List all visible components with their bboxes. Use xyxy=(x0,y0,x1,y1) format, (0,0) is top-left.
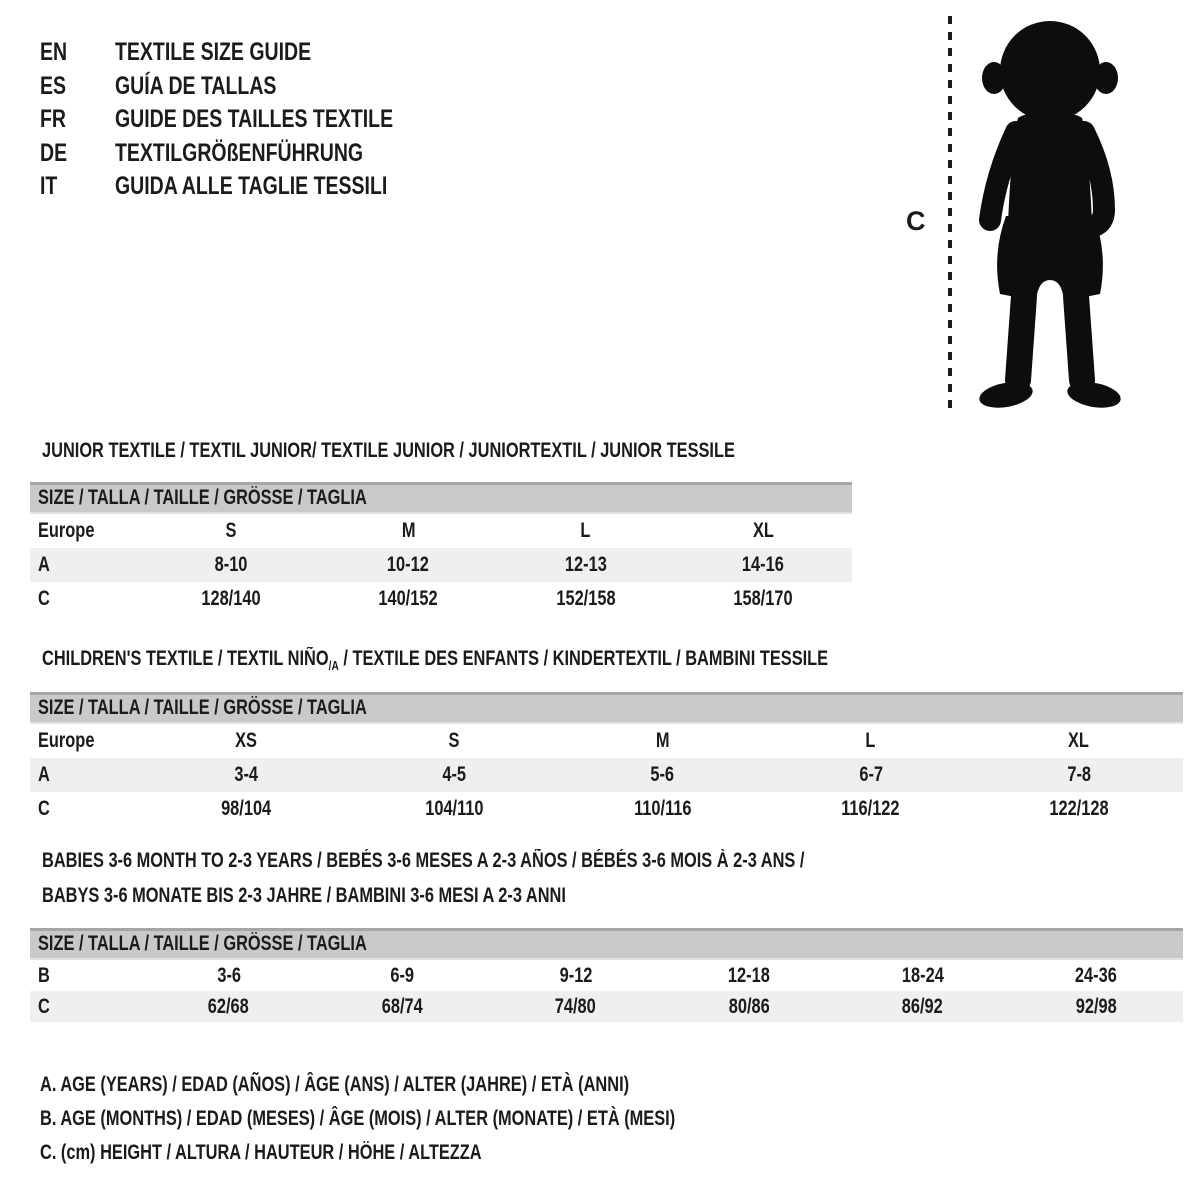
table-cell: XL xyxy=(1068,729,1090,752)
children-section-title xyxy=(42,641,1050,683)
language-code: IT xyxy=(40,172,58,201)
table-row-c xyxy=(30,792,1183,826)
language-code: FR xyxy=(40,105,66,134)
table-row-europe xyxy=(30,724,1183,758)
table-cell: 92/98 xyxy=(1075,995,1117,1018)
table-cell: 24-36 xyxy=(1075,964,1118,987)
babies-title-line2: BABYS 3-6 MONATE BIS 2-3 JAHRE / BAMBINI 3-6 MESI A 2-3 ANNI xyxy=(42,884,566,907)
language-title: GUIDE DES TAILLES TEXTILE xyxy=(115,105,394,134)
babies-title-line1: BABIES 3-6 MONTH TO 2-3 YEARS / BEBÉS 3-6 MESES A 2-3 AÑOS / BÉBÉS 3-6 MOIS À 2-3 ANS / xyxy=(42,849,805,872)
table-cell: 12-18 xyxy=(728,964,771,987)
size-header-bar xyxy=(30,482,852,514)
toddler-silhouette-icon xyxy=(962,14,1138,418)
size-header-text: SIZE / TALLA / TAILLE / GRÖSSE / TAGLIA xyxy=(38,932,367,955)
language-title: GUIDA ALLE TAGLIE TESSILI xyxy=(115,172,388,201)
language-code: DE xyxy=(40,138,68,167)
row-label: C xyxy=(38,797,50,820)
size-header-bar xyxy=(30,928,1183,960)
table-cell: S xyxy=(448,729,460,752)
children-size-table xyxy=(30,692,1183,826)
table-cell: 68/74 xyxy=(381,995,423,1018)
row-label: C xyxy=(38,587,50,610)
table-cell: 152/158 xyxy=(556,587,616,610)
junior-size-table xyxy=(30,482,852,616)
row-label: A xyxy=(38,553,50,576)
junior-section-title xyxy=(42,433,930,468)
table-cell: 9-12 xyxy=(559,964,593,987)
table-cell: 74/80 xyxy=(555,995,597,1018)
legend-line-height xyxy=(40,1136,854,1170)
table-cell: 104/110 xyxy=(425,797,484,820)
language-title: TEXTILGRÖßENFÜHRUNG xyxy=(115,138,364,167)
language-title: GUÍA DE TALLAS xyxy=(115,71,277,100)
table-cell: M xyxy=(655,729,670,752)
table-cell: 7-8 xyxy=(1067,763,1091,786)
table-row-c xyxy=(30,991,1183,1022)
size-header-bar xyxy=(30,692,1183,724)
table-cell: XS xyxy=(235,729,258,752)
table-cell: 116/122 xyxy=(841,797,900,820)
row-label: Europe xyxy=(38,729,95,752)
table-cell: 10-12 xyxy=(387,553,430,576)
table-cell: 62/68 xyxy=(208,995,250,1018)
junior-table-body xyxy=(30,514,852,616)
table-cell: 3-6 xyxy=(216,964,241,987)
table-cell: 8-10 xyxy=(214,553,248,576)
table-cell: 128/140 xyxy=(201,587,261,610)
height-measure-label: C xyxy=(906,206,926,236)
table-cell: 12-13 xyxy=(564,553,607,576)
language-row-de xyxy=(40,137,472,171)
language-row-es xyxy=(40,70,472,104)
language-list xyxy=(40,36,472,204)
height-measure-dashed-line xyxy=(948,16,952,416)
children-title-subscript: /A xyxy=(328,658,339,674)
table-cell: 80/86 xyxy=(728,995,770,1018)
language-row-en xyxy=(40,36,472,70)
children-title-suffix: / TEXTILE DES ENFANTS / KINDERTEXTIL / BAMBINI TESSILE xyxy=(338,647,829,670)
children-title-prefix: CHILDREN'S TEXTILE / TEXTIL NIÑO xyxy=(42,647,329,670)
legend-line-age-years xyxy=(40,1068,854,1102)
language-code: ES xyxy=(40,71,67,100)
table-cell: 5-6 xyxy=(650,763,675,786)
table-row-a xyxy=(30,548,852,582)
table-cell: 158/170 xyxy=(733,587,793,610)
table-cell: 98/104 xyxy=(221,797,272,820)
babies-section-title xyxy=(42,843,1020,913)
size-header-text: SIZE / TALLA / TAILLE / GRÖSSE / TAGLIA xyxy=(38,486,367,509)
table-cell: L xyxy=(580,519,591,542)
babies-size-table xyxy=(30,928,1183,1022)
table-cell: 86/92 xyxy=(902,995,944,1018)
row-label: C xyxy=(38,995,50,1018)
table-cell: XL xyxy=(752,519,774,542)
table-cell: 110/116 xyxy=(633,797,692,820)
babies-table-body xyxy=(30,960,1183,1022)
language-title: TEXTILE SIZE GUIDE xyxy=(115,38,312,67)
table-row-b xyxy=(30,960,1183,991)
table-row-c xyxy=(30,582,852,616)
table-cell: M xyxy=(401,519,416,542)
size-header-text: SIZE / TALLA / TAILLE / GRÖSSE / TAGLIA xyxy=(38,696,367,719)
legend-text-b: B. AGE (MONTHS) / EDAD (MESES) / ÂGE (MOIS) / ALTER (MONATE) / ETÀ (MESI) xyxy=(40,1107,676,1130)
table-cell: S xyxy=(225,519,237,542)
table-cell: L xyxy=(865,729,876,752)
table-cell: 4-5 xyxy=(442,763,467,786)
language-row-fr xyxy=(40,103,472,137)
language-row-it xyxy=(40,170,472,204)
children-section-title-text xyxy=(42,641,828,683)
row-label: Europe xyxy=(38,519,95,542)
table-row-a xyxy=(30,758,1183,792)
legend xyxy=(40,1068,854,1170)
junior-section-title-text: JUNIOR TEXTILE / TEXTIL JUNIOR/ TEXTILE JUNIOR / JUNIORTEXTIL / JUNIOR TESSILE xyxy=(42,439,735,462)
table-cell: 14-16 xyxy=(742,553,785,576)
legend-text-c: C. (cm) HEIGHT / ALTURA / HAUTEUR / HÖHE / ALTEZZA xyxy=(40,1141,482,1164)
children-table-body xyxy=(30,724,1183,826)
table-cell: 6-9 xyxy=(390,964,415,987)
language-code: EN xyxy=(40,38,68,67)
table-row-europe xyxy=(30,514,852,548)
row-label: B xyxy=(38,964,50,987)
table-cell: 122/128 xyxy=(1049,797,1109,820)
legend-text-a: A. AGE (YEARS) / EDAD (AÑOS) / ÂGE (ANS) / ALTER (JAHRE) / ETÀ (ANNI) xyxy=(40,1073,630,1096)
table-cell: 6-7 xyxy=(858,763,883,786)
table-cell: 140/152 xyxy=(378,587,438,610)
table-cell: 18-24 xyxy=(901,964,944,987)
row-label: A xyxy=(38,763,50,786)
table-cell: 3-4 xyxy=(234,763,258,786)
legend-line-age-months xyxy=(40,1102,854,1136)
